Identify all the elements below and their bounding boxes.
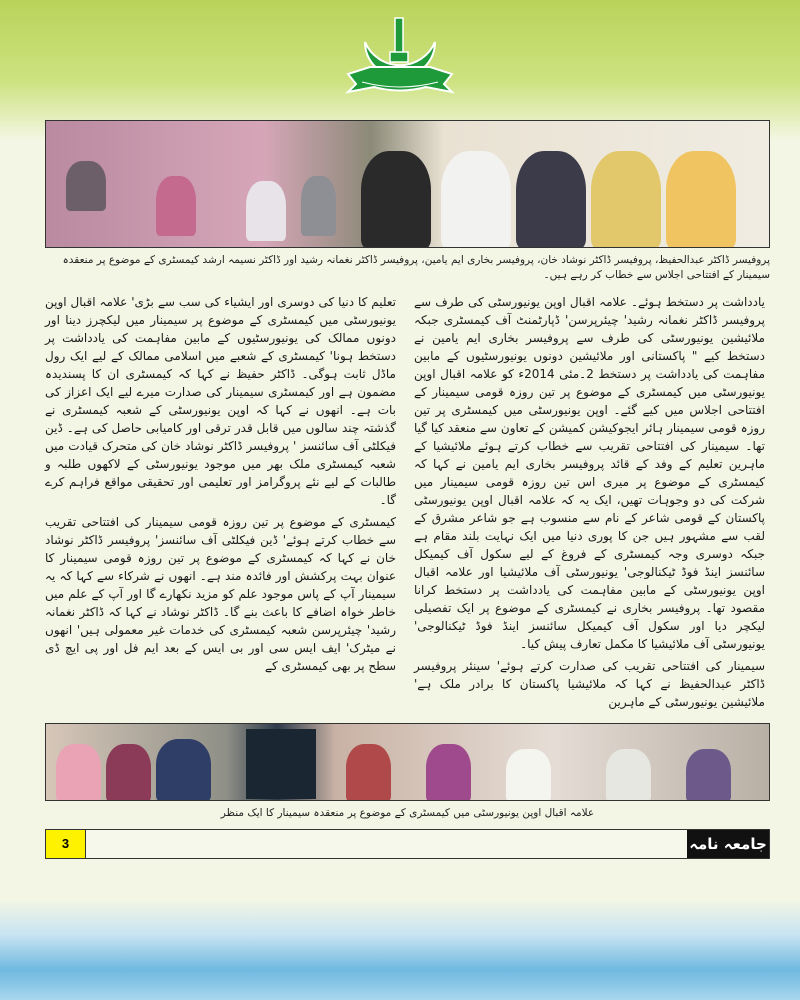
paragraph: یادداشت پر دستخط ہوئے۔ علامہ اقبال اوپن یونیورسٹی کی طرف سے پروفیسر ڈاکٹر نغمانہ رشید' چیئرپرسن' ڈپارٹمنٹ آف کیمسٹری جبکہ ملائیشین یونیورسٹی کی طرف سے پروفیسر بخاری ایم یامین نے دستخط کیے " پاکستانی اور ملائیشین دونوں یونیورسٹیوں کے مابین مفاہمت کی یادداشت پر دستخط 2۔مئی 2014ء کو علامہ اقبال اوپن یونیورسٹی میں کیمسٹری کے موضوع پر تین روزہ قومی سیمینار کے افتتاحی اجلاس میں کیے گئے۔ اوپن یونیورسٹی میں کیمسٹری پر تین روزہ قومی سیمینار ہائر ایجوکیشن کمیشن کے تعاون سے منعقد کیا گیا تھا۔ سیمینار کی افتتاحی تقریب سے خطاب کرتے ہوئے ملائیشیا کے ماہرین تعلیم کے وفد کے قائد پروفیسر بخاری ایم یامین نے کہا کہ کیمسٹری کے موضوع پر میری اس تین روزہ قومی سیمینار میں شرکت کی دو وجوہات تھیں، ایک یہ کہ علامہ اقبال اوپن یونیورسٹی پاکستان کے قومی شاعر کے نام سے منسوب ہے جو شاعر مشرق کے لقب سے مشہور ہیں جن کا پوری دنیا میں ایک نہایت بلند مقام ہے جبکہ دوسری وجہ کیمسٹری کے فروغ کے لیے سکول آف کیمیکل سائنسز اینڈ فوڈ ٹیکنالوجی' یونیورسٹی آف ملائیشیا اور علامہ اقبال اوپن یونیورسٹی کے مابین مفاہمت کی یادداشت پر دستخط کرانا مقصود تھا۔ پروفیسر بخاری نے کیمسٹری کے موضوع پر ایک تفصیلی لیکچر دیا اور سکول آف کیمیکل سائنسز اینڈ فوڈ ٹیکنالوجی' یونیورسٹی آف ملائیشیا کا مکمل تعارف پیش کیا۔ [414, 295, 765, 651]
seminar-speakers-photo [45, 120, 770, 248]
paragraph: سیمینار کی افتتاحی تقریب کی صدارت کرتے ہوئے' سینئر پروفیسر ڈاکٹر عبدالحفیظ نے کہا کہ ملائیشیا پاکستان کا برادر ملک ہے' ملائیشین یونیورسٹی کے ماہرین [414, 659, 765, 709]
header-banner [0, 0, 800, 120]
paragraph: کیمسٹری کے موضوع پر تین روزہ قومی سیمینار کی افتتاحی تقریب سے خطاب کرتے ہوئے' ڈین فیکلٹی آف سائنسز' پروفیسر ڈاکٹر نوشاد خان نے کہا کہ کیمسٹری کے موضوع پر تین روزہ قومی سیمینار کا عنوان بہت پرکشش اور فائدہ مند ہے۔ انھوں نے شرکاء سے کہا کہ یہ سیمینار آپ کے پاس موجود علم کو مزید نکھارے گا اور آپ کے علم میں خاطر خواہ اضافے کا باعث بنے گا۔ ڈاکٹر نوشاد نے کہا کہ ڈاکٹر نغمانہ رشید' چیئرپرسن شعبہ کیمسٹری کی خدمات غیر معمولی ہیں' انھوں نے میٹرک' ایف ایس سی اور بی ایس کے بعد ایم فل اور پی ایچ ڈی سطح پر بھی کیمسٹری کے [45, 515, 396, 673]
page-footer [45, 829, 770, 859]
bottom-photo-caption: علامہ اقبال اوپن یونیورسٹی میں کیمسٹری کے موضوع پر منعقدہ سیمینار کا ایک منظر [220, 807, 595, 819]
page-number: 3 [46, 830, 86, 858]
paragraph: تعلیم کا دنیا کی دوسری اور ایشیاء کی سب سے بڑی' علامہ اقبال اوپن یونیورسٹی میں کیمسٹری کے موضوع پر سیمینار میں لیکچرز دینا اور دونوں ممالک کی یونیورسٹیوں کے مابین مفاہمت کی یادداشت پر دستخط ہونا' کیمسٹری کے شعبے میں اسلامی ممالک کے لیے ایک رول ماڈل ثابت ہوگی۔ ڈاکٹر حفیظ نے کہا کہ کیمسٹری ان کا پسندیدہ مضمون ہے اور کیمسٹری سیمینار کی صدارت میرے لیے ایک اعزاز کی بات ہے۔ انھوں نے کہا کہ اوپن یونیورسٹی کے شعبہ کیمسٹری نے گذشتہ چند سالوں میں قابل قدر ترقی اور کامیابی حاصل کی ہے۔ ڈین فیکلٹی آف سائنسز ' پروفیسر ڈاکٹر نوشاد خان کی متحرک قیادت میں شعبہ کیمسٹری ملک بھر میں موجود یونیورسٹی کے لاکھوں طلبہ و طالبات کے لیے نئے پروگرامز اور تعلیمی اور تحقیقی مواقع فراہم کرے گا۔ [45, 295, 396, 507]
seminar-audience-photo [45, 723, 770, 801]
university-logo [340, 12, 460, 112]
top-photo-caption: پروفیسر ڈاکٹر عبدالحفیظ، پروفیسر ڈاکٹر نوشاد خان، پروفیسر بخاری ایم یامین، پروفیسر ڈاکٹر نغمانہ رشید اور ڈاکٹر نسیمہ ارشد کیمسٹری کے موضوع پر منعقدہ سیمینار کے افتتاحی اجلاس سے خطاب کر رہے ہیں۔ [62, 254, 770, 281]
article-columns [45, 293, 765, 715]
masthead-label: جامعہ نامہ [687, 830, 769, 858]
left-column [45, 293, 396, 715]
right-column [414, 293, 765, 715]
